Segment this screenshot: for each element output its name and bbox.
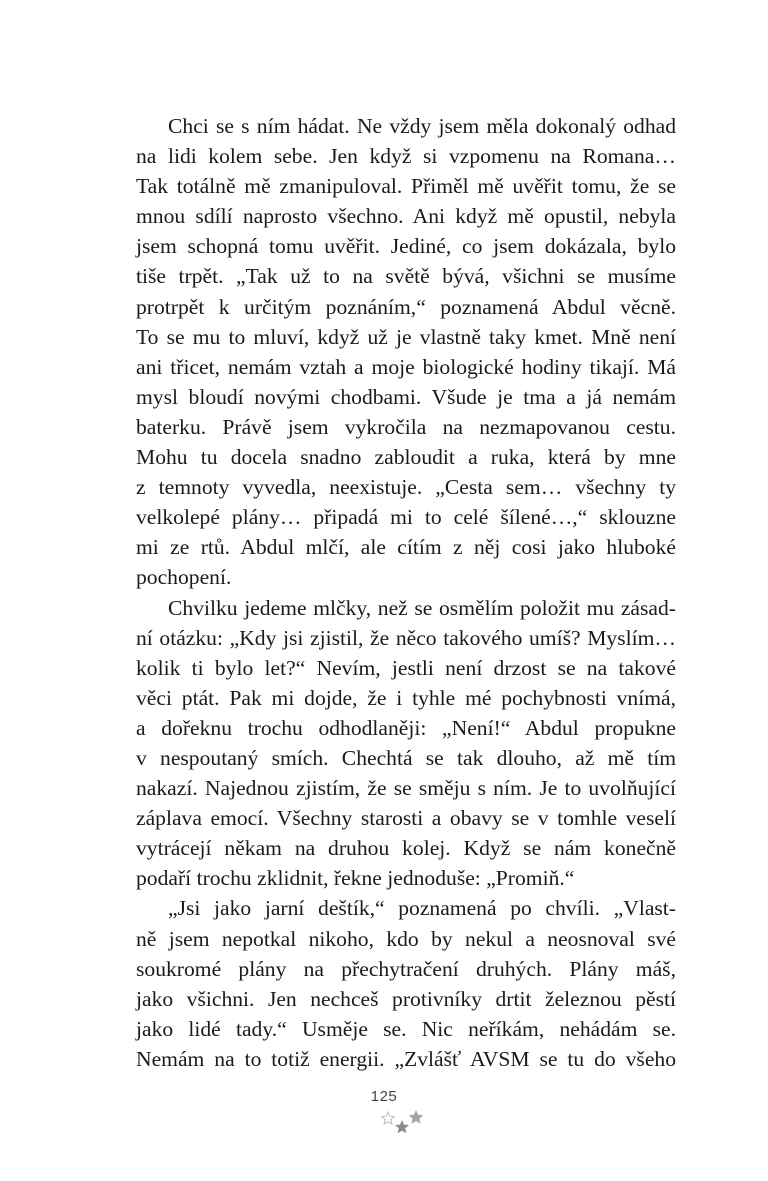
star-icon [409, 1110, 424, 1124]
text-line: a dořeknu trochu odhodlaněji: „Není!“ Abdul propukne [136, 715, 676, 740]
text-line: pochopení. [136, 565, 232, 590]
text-line: záplava emocí. Všechny starosti a obavy se v tomhle veselí [136, 806, 676, 831]
text-line: z temnoty vyvedla, neexistuje. „Cesta sem… všechny ty [136, 475, 676, 500]
text-line: Chvilku jedeme mlčky, než se osmělím položit mu zásad- [168, 595, 676, 620]
text-line: podaří trochu zklidnit, řekne jednoduše: „Promiň.“ [136, 866, 575, 891]
text-line: Chci se s ním hádat. Ne vždy jsem měla dokonalý odhad [168, 114, 676, 138]
body-text [136, 111, 676, 1074]
text-line: na lidi kolem sebe. Jen když si vzpomenu na Romana… [136, 144, 676, 169]
text-line: Mohu tu docela snadno zabloudit a ruka, která by mne [136, 445, 676, 470]
text-line: mnou sdílí naprosto všechno. Ani když mě opustil, nebyla [136, 204, 676, 229]
text-line: ani třicet, nemám vztah a moje biologické hodiny tikají. Má [136, 354, 676, 379]
text-line: velkolepé plány… připadá mi to celé šílené…,“ sklouzne [136, 505, 676, 530]
text-line: mysl bloudí novými chodbami. Všude je tma a já nemám [136, 384, 676, 409]
text-line: jako lidé tady.“ Usměje se. Nic neříkám, nehádám se. [136, 1016, 676, 1041]
star-icon [382, 1112, 395, 1124]
text-line: To se mu to mluví, když už je vlastně taky kmet. Mně není [136, 324, 676, 349]
text-line: ní otázku: „Kdy jsi zjistil, že něco takového umíš? Myslím… [136, 625, 676, 650]
three-stars-icon [380, 1108, 430, 1138]
text-line: protrpět k určitým poznáním,“ poznamená Abdul věcně. [136, 294, 676, 319]
text-line: jsem schopná tomu uvěřit. Jediné, co jsem dokázala, bylo [136, 234, 676, 259]
text-line: v nespoutaný smích. Chechtá se tak dlouho, až mě tím [136, 745, 676, 770]
text-line: soukromé plány na přechytračení druhých. Plány máš, [136, 956, 676, 981]
text-line: jako všichni. Jen nechceš protivníky drtit železnou pěstí [136, 986, 676, 1011]
text-line: tiše trpět. „Tak už to na světě bývá, všichni se musíme [136, 264, 676, 289]
star-icon [395, 1120, 409, 1133]
text-line: „Jsi jako jarní deštík,“ poznamená po chvíli. „Vlast- [168, 896, 676, 921]
text-line: věci ptát. Pak mi dojde, že i tyhle mé pochybnosti vnímá, [136, 685, 676, 710]
text-line: vytrácejí někam na druhou kolej. Když se nám konečně [136, 836, 676, 861]
text-line: Tak totálně mě zmanipuloval. Přiměl mě uvěřit tomu, že se [136, 174, 676, 199]
text-line: Nemám na to totiž energii. „Zvlášť AVSM se tu do všeho [136, 1046, 676, 1071]
text-line: kolik ti bylo let?“ Nevím, jestli není drzost se na takové [136, 655, 676, 680]
text-line: mi ze rtů. Abdul mlčí, ale cítím z něj cosi jako hluboké [136, 535, 676, 560]
text-line: baterku. Právě jsem vykročila na nezmapovanou cestu. [136, 414, 676, 439]
text-line: ně jsem nepotkal nikoho, kdo by nekul a neosnoval své [136, 926, 676, 951]
text-line: nakazí. Najednou zjistím, že se směju s ním. Je to uvolňující [136, 776, 676, 801]
page-number: 125 [370, 1088, 398, 1105]
